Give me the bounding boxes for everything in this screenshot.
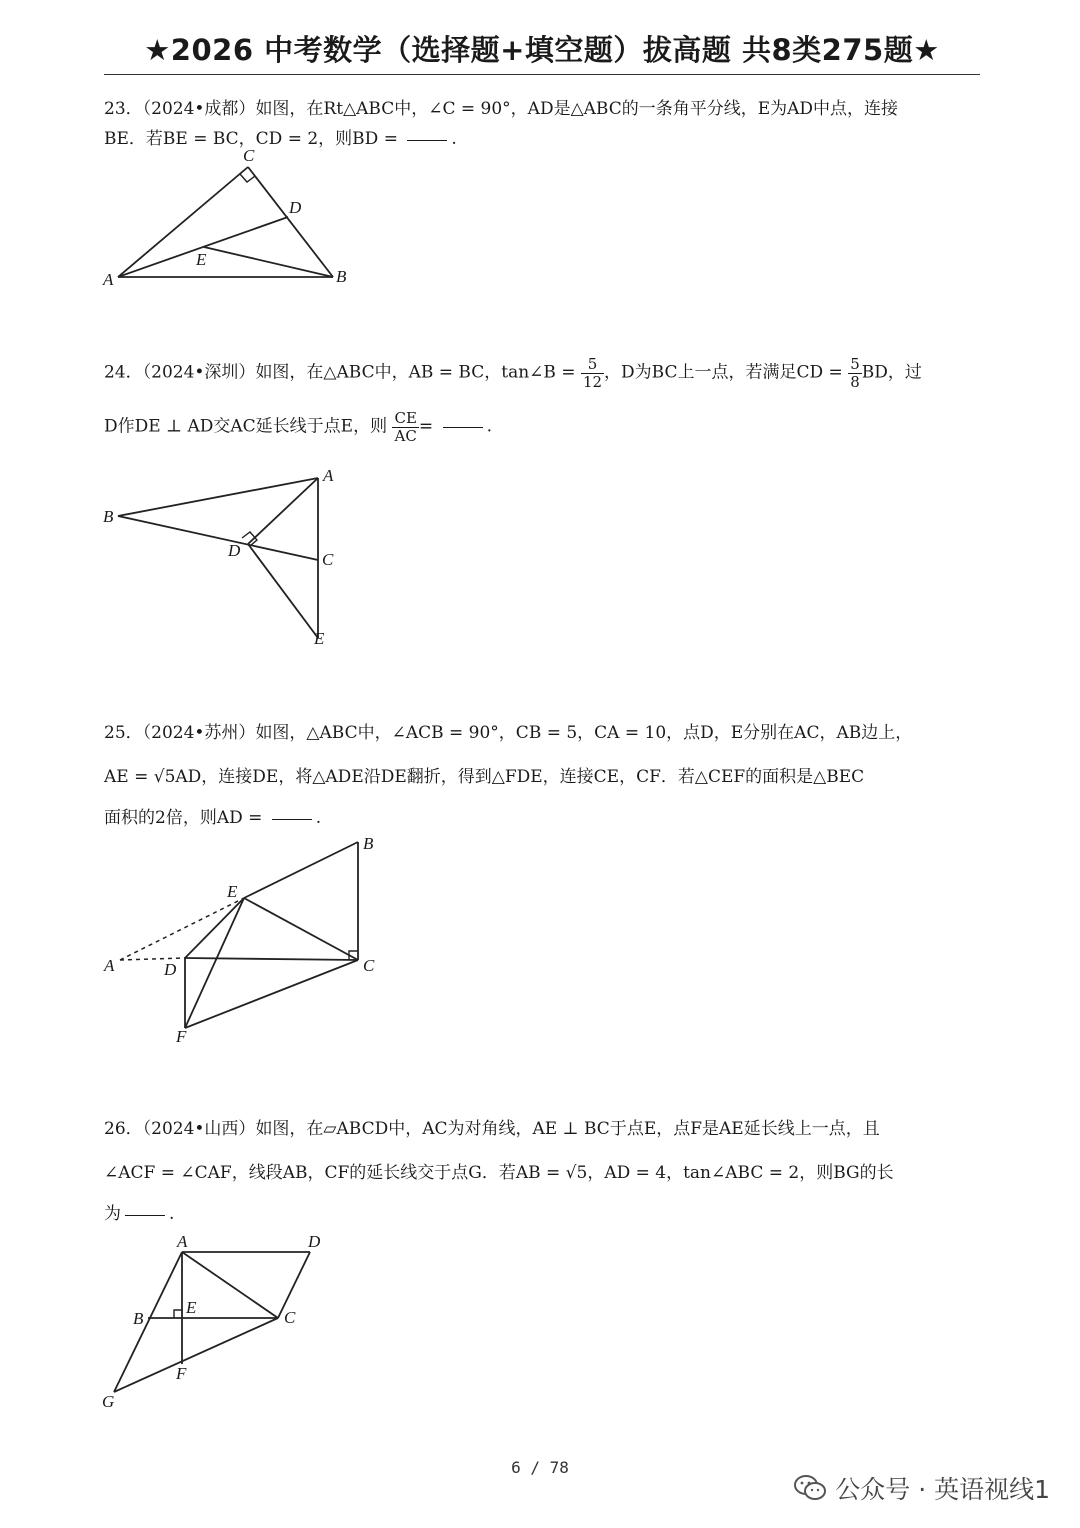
question-26-line3: 为 .	[104, 1204, 175, 1224]
label-B: B	[103, 507, 114, 526]
question-23-line1: 23．（2024•成都）如图，在Rt△ABC中，∠C = 90°，AD是△ABC的一条角平分线，E为AD中点，连接	[104, 99, 899, 119]
label-E: E	[196, 250, 207, 269]
label-A: A	[177, 1232, 188, 1251]
label-A: A	[104, 956, 115, 975]
title-underline	[104, 74, 980, 75]
page-title: ★2026 中考数学（选择题+填空题）拔高题 共8类275题★	[144, 33, 940, 67]
figure-25	[100, 830, 390, 1050]
label-B: B	[363, 834, 374, 853]
fraction-ce-ac: $\frac{CE}{AC}$	[394, 409, 417, 445]
fraction-tan-b: $\frac{5}{12}$	[582, 355, 603, 391]
label-C: C	[363, 956, 375, 975]
figure-26	[100, 1228, 340, 1418]
answer-blank	[443, 426, 483, 428]
figure-23	[100, 145, 360, 295]
question-25-line1: 25．（2024•苏州）如图，△ABC中，∠ACB = 90°，CB = 5，CA = 10，点D，E分别在AC，AB边上，	[104, 723, 913, 743]
label-E: E	[314, 629, 325, 648]
question-26-line1: 26．（2024•山西）如图，在▱ABCD中，AC为对角线，AE ⊥ BC于点E，点F是AE延长线上一点，且	[104, 1119, 880, 1139]
question-23-line2: BE．若BE = BC，CD = 2，则BD = .	[104, 129, 457, 149]
label-D: D	[308, 1232, 321, 1251]
label-D: D	[228, 541, 241, 560]
question-26-line2: ∠ACF = ∠CAF，线段AB，CF的延长线交于点G．若AB = √5，AD = 4，tan∠ABC = 2，则BG的长	[104, 1163, 894, 1183]
figure-24	[100, 460, 350, 655]
question-25-line3: 面积的2倍，则AD = .	[104, 808, 322, 828]
label-D: D	[289, 198, 302, 217]
question-24-line2: D作DE ⊥ AD交AC延长线于点E，则 $\frac{CE}{AC}$ = .	[104, 409, 492, 445]
label-C: C	[243, 146, 255, 165]
question-25-line2: AE = √5AD，连接DE，将△ADE沿DE翻折，得到△FDE，连接CE，CF．若△CEF的面积是△BEC	[104, 767, 865, 787]
label-G: G	[102, 1392, 115, 1411]
label-E: E	[186, 1298, 197, 1317]
label-B: B	[336, 267, 347, 286]
label-F: F	[176, 1364, 187, 1383]
wechat-icon	[793, 1474, 827, 1502]
label-A: A	[103, 270, 114, 289]
watermark-text: 公众号 · 英语视线1	[835, 1475, 1050, 1504]
fraction-cd-bd: $\frac{5}{8}$	[850, 355, 860, 391]
label-E: E	[227, 882, 238, 901]
answer-blank	[407, 139, 447, 141]
answer-blank	[125, 1214, 165, 1216]
label-D: D	[164, 960, 177, 979]
answer-blank	[272, 818, 312, 820]
label-B: B	[133, 1309, 144, 1328]
watermark	[793, 1470, 1050, 1506]
page-number: 6 / 78	[511, 1458, 569, 1477]
label-A: A	[323, 466, 334, 485]
label-C: C	[322, 550, 334, 569]
label-F: F	[176, 1027, 187, 1046]
question-24-line1: 24．（2024•深圳）如图，在△ABC中，AB = BC，tan∠B = $\frac{5}{12}$ ，D为BC上一点，若满足CD = $\frac{5}{8}$ BD，过	[104, 355, 922, 391]
label-C: C	[284, 1308, 296, 1327]
